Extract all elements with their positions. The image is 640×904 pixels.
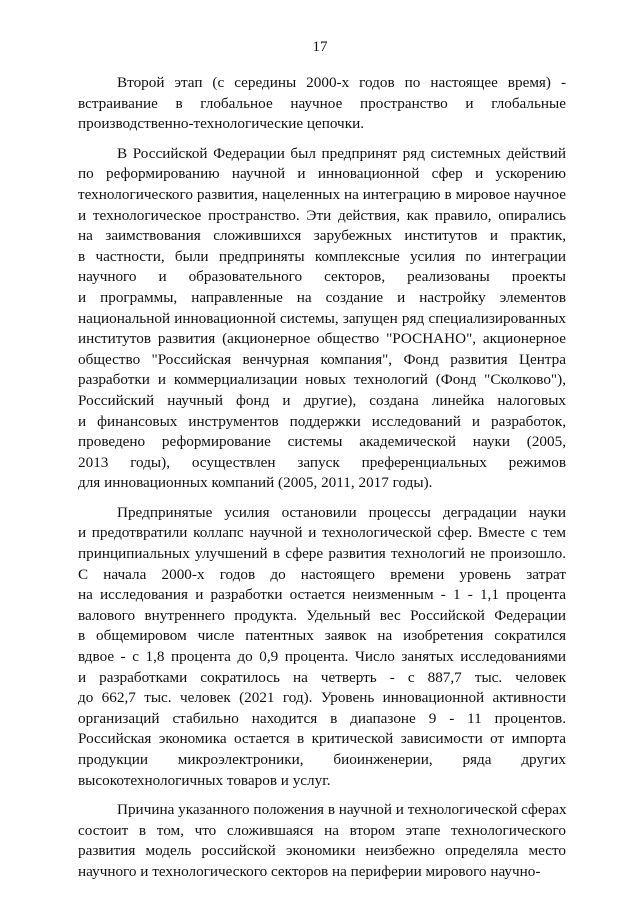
text-line: состоит в том, что сложившаяся на втором этапе технологического [78, 821, 566, 839]
paragraph [78, 800, 566, 882]
text-line: институтов развития (акционерное общество "РОСНАНО", акционерное [78, 330, 566, 348]
text-line: для инновационных компаний (2005, 2011, 2017 годы). [78, 474, 433, 492]
paragraph [78, 144, 566, 494]
text-line: В Российской Федерации был предпринят ряд системных действий [117, 144, 566, 162]
text-line: и разработками сократилось на четверть - с 887,7 тыс. человек [78, 668, 566, 686]
text-line: вдвое - с 1,8 процента до 0,9 процента. Число занятых исследованиями [78, 648, 566, 666]
body-text [78, 73, 566, 892]
text-line: технологического развития, нацеленных на интеграцию в мировое научное [78, 185, 566, 203]
text-line: научного и образовательного секторов, реализованы проекты [78, 268, 566, 286]
text-line: и предотвратили коллапс научной и технологической сфер. Вместе с тем [78, 524, 566, 542]
text-line: 2013 годы), осуществлен запуск преференциальных режимов [78, 453, 566, 471]
text-line: высокотехнологичных товаров и услуг. [78, 771, 331, 789]
text-line: производственно-технологические цепочки. [78, 115, 365, 133]
text-line: в частности, были предприняты комплексные усилия по интеграции [78, 247, 566, 265]
text-line: на заимствования сложившихся зарубежных институтов и практик, [78, 227, 566, 245]
text-line: до 662,7 тыс. человек (2021 год). Уровень инновационной активности [78, 689, 566, 707]
text-line: проведено реформирование системы академической науки (2005, [78, 433, 566, 451]
text-line: Второй этап (с середины 2000-х годов по настоящее время) - [117, 74, 566, 91]
text-line: национальной инновационной системы, запущен ряд специализированных [78, 309, 566, 327]
text-line: развития модель российской экономики неизбежно определяла место [78, 842, 566, 860]
text-line: организаций стабильно находится в диапазоне 9 - 11 процентов. [78, 709, 566, 727]
text-line: встраивание в глобальное научное пространство и глобальные [78, 94, 566, 112]
text-line: научного и технологического секторов на периферии мирового научно- [78, 862, 541, 880]
text-line: принципиальных улучшений в сфере развития технологий не произошло. [78, 545, 566, 563]
text-line: в общемировом числе патентных заявок на изобретения сократился [78, 627, 566, 645]
text-line: Причина указанного положения в научной и технологической сферах [117, 801, 567, 819]
text-line: по реформированию научной и инновационной сфер и ускорению [78, 165, 566, 183]
page-number: 17 [312, 39, 328, 55]
text-line: Российская экономика остается в критической зависимости от импорта [78, 730, 566, 748]
text-line: продукции микроэлектроники, биоинженерии, ряда других [78, 751, 566, 768]
text-line: Российский научный фонд и другие), создана линейка налоговых [78, 391, 566, 409]
text-line: и программы, направленные на создание и настройку элементов [78, 288, 566, 306]
text-line: разработки и коммерциализации новых технологий (Фонд "Сколково"), [78, 371, 566, 389]
text-line: и технологическое пространство. Эти действия, как правило, опирались [78, 206, 566, 224]
text-line: на исследования и разработки остается неизменным - 1 - 1,1 процента [78, 586, 566, 604]
text-line: общество "Российская венчурная компания", Фонд развития Центра [78, 350, 566, 368]
text-line: С начала 2000-х годов до настоящего времени уровень затрат [78, 565, 566, 583]
text-line: и финансовых инструментов поддержки исследований и разработок, [78, 412, 566, 430]
text-line: Предпринятые усилия остановили процессы деградации науки [117, 503, 566, 521]
paragraph [78, 73, 566, 135]
paragraph [78, 503, 566, 791]
text-line: валового внутреннего продукта. Удельный вес Российской Федерации [78, 606, 566, 624]
